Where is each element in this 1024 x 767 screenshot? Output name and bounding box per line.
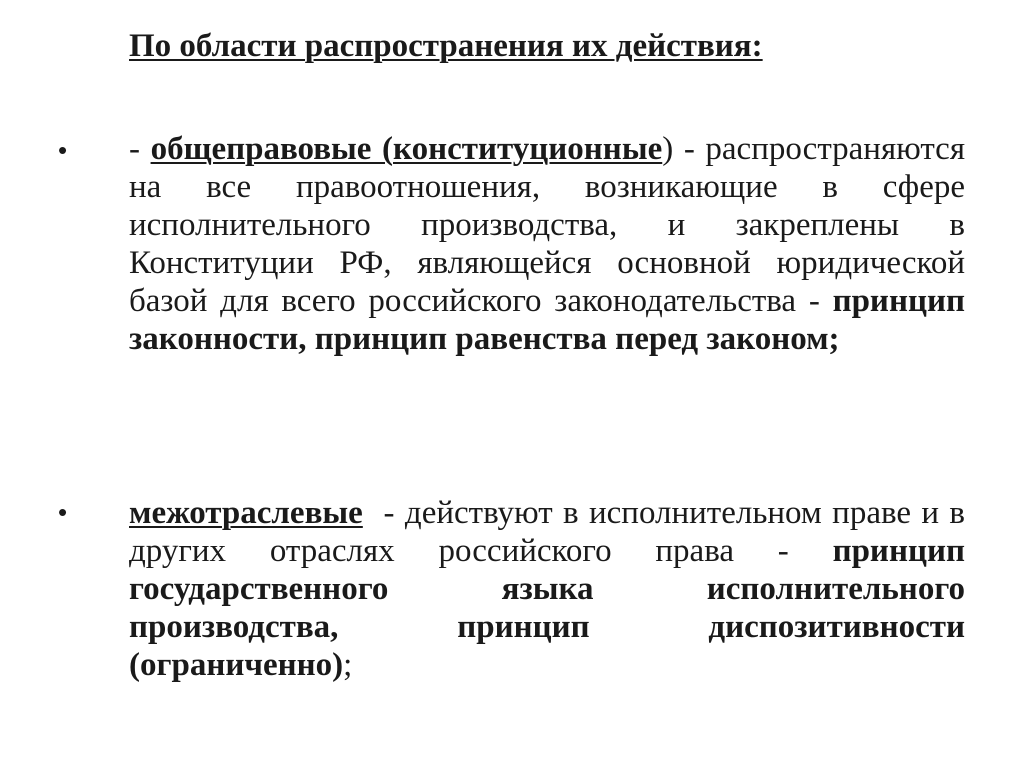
item-tail: ; — [343, 647, 353, 683]
item-lead-dash: - — [129, 131, 151, 167]
bullet-marker: • — [58, 135, 68, 165]
item-term: общеправовые (конституционные — [150, 131, 663, 167]
list-item-intersectoral — [129, 494, 974, 684]
bullet-marker: • — [58, 497, 68, 527]
item-principles: принцип государственного языка исполнительного производства, принцип диспозитивности (ограниченно) — [129, 533, 965, 683]
item-description: - распространяются на все правоотношения, возникающие в сфере исполнительного производства, и закреплены в Конституции РФ, являющейся основной юридической базой для всего российского законодательства - — [129, 131, 966, 319]
item-term: межотраслевые — [129, 495, 363, 531]
item-principles: принцип законности, принцип равенства перед законом; — [129, 283, 965, 357]
item-term-close: ) — [662, 131, 674, 167]
item-description: - действуют в исполнительном праве и в других отраслях российского права - — [129, 495, 974, 569]
page-title: По области распространения их действия: — [129, 28, 763, 64]
list-item-general-legal — [129, 130, 965, 358]
